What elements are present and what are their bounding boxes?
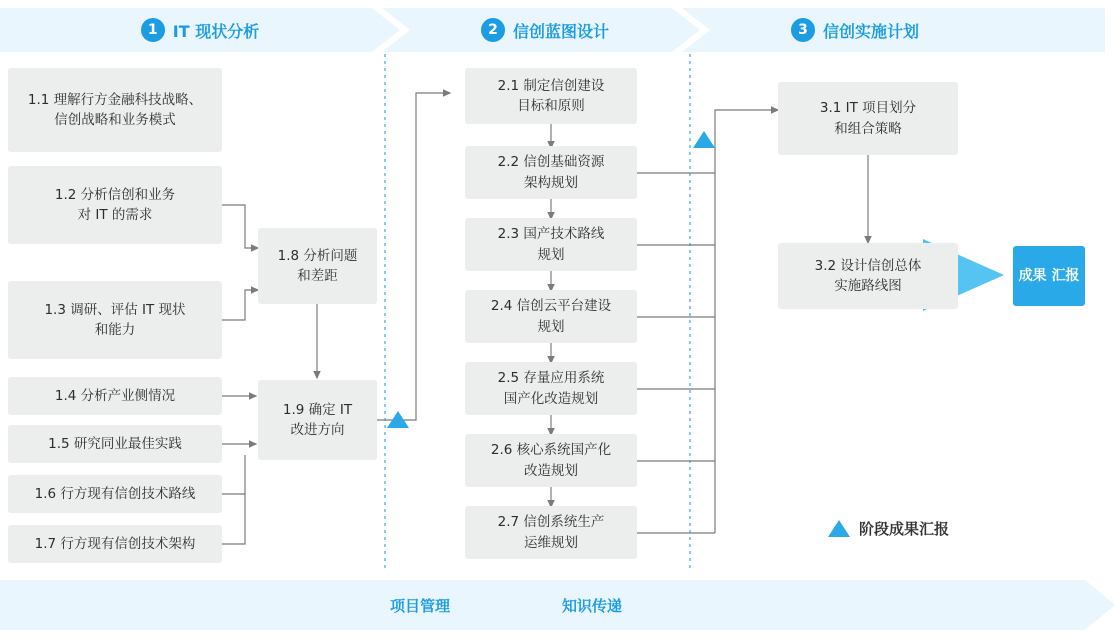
node-2-2-line1: 2.2 信创基础资源 (497, 154, 605, 171)
node-2-2[interactable] (465, 146, 637, 199)
node-2-3[interactable] (465, 218, 637, 271)
node-1-5[interactable] (8, 425, 222, 463)
node-3-1-line1: 3.1 IT 项目划分 (819, 100, 917, 117)
node-1-4[interactable] (8, 377, 222, 415)
node-1-2-line2: 对 IT 的需求 (77, 207, 153, 223)
node-1-4-line1: 1.4 分析产业侧情况 (54, 387, 176, 404)
bottom-band-shape (0, 580, 1115, 630)
link-1.6-1.7-join (222, 494, 245, 544)
node-1-9[interactable] (258, 380, 377, 460)
node-2-4[interactable] (465, 290, 637, 343)
bottom-label-knowledge-transfer: 知识传递 (562, 597, 623, 615)
node-2-1[interactable] (465, 68, 637, 124)
node-2-5-line2: 国产化改造规划 (503, 390, 599, 407)
node-1-9-line1: 1.9 确定 IT (282, 401, 353, 418)
phase-banner-3 (690, 8, 1020, 52)
node-1-3-line2: 和能力 (94, 322, 136, 338)
link-1.3-1.8 (222, 290, 258, 320)
node-2-7[interactable] (465, 506, 637, 559)
node-3-2-line1: 3.2 设计信创总体 (814, 257, 922, 274)
node-2-3-line1: 2.3 国产技术路线 (497, 226, 605, 243)
node-1-8[interactable] (258, 228, 377, 304)
node-1-6[interactable] (8, 475, 222, 513)
node-2-2-line2: 架构规划 (523, 174, 578, 191)
phase-2-title: 信创蓝图设计 (512, 21, 609, 41)
node-2-6[interactable] (465, 434, 637, 487)
result-badge[interactable] (1013, 246, 1085, 306)
node-1-3-line1: 1.3 调研、评估 IT 现状 (44, 301, 186, 318)
phase-2-number: 2 (481, 18, 505, 42)
bottom-label-project-management: 项目管理 (390, 597, 451, 615)
result-line2: 汇报 (1051, 267, 1080, 284)
node-2-1-line1: 2.1 制定信创建设 (497, 77, 605, 94)
node-1-6-line1: 1.6 行方现有信创技术路线 (34, 485, 196, 502)
node-2-5-line1: 2.5 存量应用系统 (497, 370, 605, 387)
node-1-5-line1: 1.5 研究同业最佳实践 (48, 435, 182, 452)
legend-label: 阶段成果汇报 (859, 520, 950, 538)
node-2-7-line2: 运维规划 (523, 534, 578, 551)
node-1-9-line2: 改进方向 (290, 422, 345, 438)
phase-1-title: IT 现状分析 (172, 21, 260, 41)
node-2-3-line2: 规划 (537, 246, 565, 263)
node-3-1[interactable] (778, 82, 958, 155)
result-line1: 成果 (1018, 267, 1047, 284)
node-2-4-line1: 2.4 信创云平台建设 (490, 298, 612, 315)
legend-triangle-icon (828, 520, 850, 537)
milestone-marker-phase2 (693, 131, 715, 148)
node-3-2-line2: 实施路线图 (834, 278, 902, 294)
phase-3-number: 3 (791, 18, 815, 42)
node-1-2[interactable] (8, 166, 222, 244)
phase-banner-2 (390, 8, 700, 52)
node-1-1-line2: 信创战略和业务模式 (54, 112, 176, 128)
node-2-7-line1: 2.7 信创系统生产 (497, 514, 605, 531)
node-1-1-line1: 1.1 理解行方金融科技战略、 (27, 91, 203, 108)
node-1-8-line2: 和差距 (297, 268, 338, 284)
bus-to-3.1 (715, 110, 778, 533)
phase-1-number: 1 (141, 18, 165, 42)
node-3-2[interactable] (778, 243, 958, 309)
node-1-3[interactable] (8, 281, 222, 359)
node-2-6-line2: 改造规划 (523, 462, 578, 479)
link-1.2-1.8 (222, 205, 258, 248)
node-2-6-line1: 2.6 核心系统国产化 (490, 442, 612, 459)
legend (828, 518, 949, 539)
milestone-marker-phase1 (387, 411, 409, 428)
node-1-7-line1: 1.7 行方现有信创技术架构 (34, 535, 196, 552)
phase-3-title: 信创实施计划 (822, 21, 919, 41)
node-3-1-line2: 和组合策略 (834, 120, 902, 137)
node-1-2-line1: 1.2 分析信创和业务 (54, 186, 176, 203)
node-1-1[interactable] (8, 68, 222, 152)
phase-banner-1 (0, 8, 400, 52)
node-2-5[interactable] (465, 362, 637, 415)
node-2-4-line2: 规划 (537, 318, 565, 335)
node-1-7[interactable] (8, 525, 222, 563)
link-1.9-2.1 (377, 93, 450, 420)
node-1-8-line1: 1.8 分析问题 (277, 247, 358, 264)
node-2-1-line2: 目标和原则 (517, 98, 585, 114)
